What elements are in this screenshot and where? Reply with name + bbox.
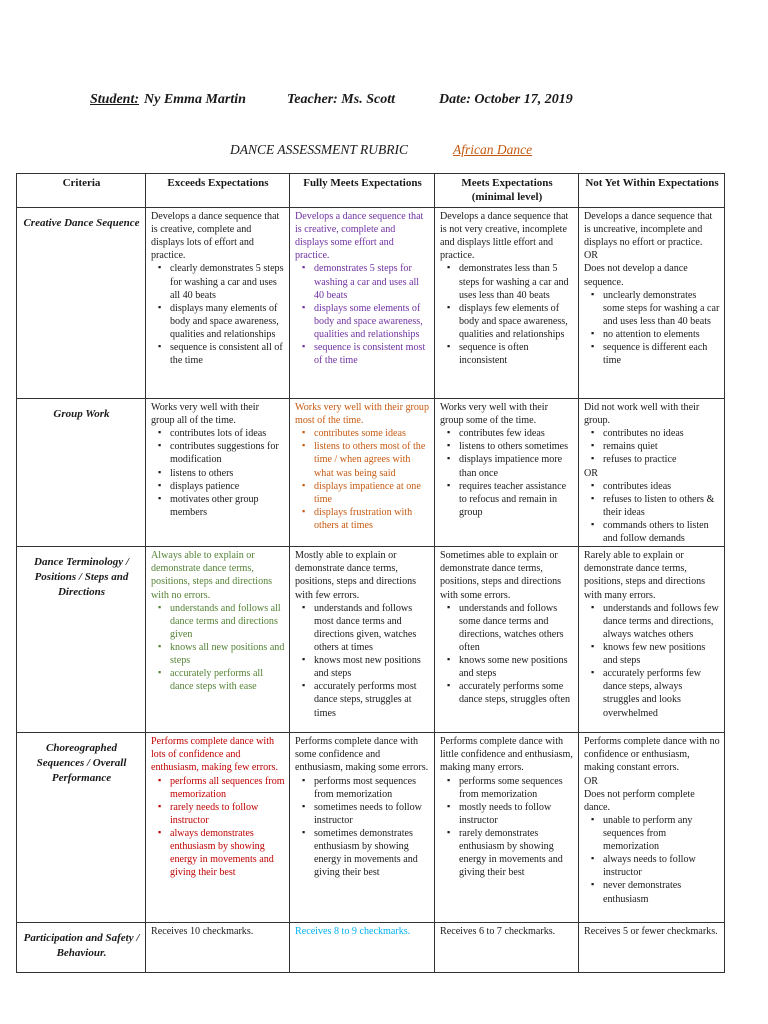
bullet-item: ▪ accurately performs some dance steps, struggles often (459, 680, 574, 706)
cell-text: Performs complete dance with lots of confidence and enthusiasm, making few errors. (151, 736, 278, 774)
rubric-cell (435, 399, 579, 547)
cell-text: Sometimes able to explain or demonstrate dance terms, positions, steps and directions with some errors. (440, 550, 562, 601)
bullet-list (295, 602, 430, 720)
bullet-item: ▪ accurately performs most dance steps, struggles at times (314, 680, 430, 719)
bullet-item: ▪ refuses to listen to others & their ideas (603, 493, 720, 519)
rubric-body (17, 208, 725, 973)
bullet-item: ▪ unclearly demonstrates some steps for washing a car and uses less than 40 beats (603, 289, 720, 328)
bullet-item: ▪ understands and follows most dance terms and directions given, watches others at times (314, 602, 430, 654)
bullet-item: ▪ displays impatience more than once (459, 453, 574, 479)
rubric-cell (146, 208, 290, 399)
cell-text: Develops a dance sequence that is creative, complete and displays some effort and practice. (295, 211, 424, 262)
bullet-item: ▪ knows some new positions and steps (459, 654, 574, 680)
cell-text: Rarely able to explain or demonstrate dance terms, positions, steps and directions with many errors. (584, 550, 706, 601)
cell-text: Works very well with their group most of the time. (295, 402, 430, 427)
table-row (17, 208, 725, 399)
rubric-table (16, 173, 725, 973)
bullet-item: ▪ contributes no ideas (603, 427, 720, 440)
rubric-cell (579, 733, 725, 923)
rubric-cell (290, 923, 435, 973)
bullet-item: ▪ displays few elements of body and space awareness, qualities and relationships (459, 302, 574, 341)
bullet-item: ▪ rarely needs to follow instructor (170, 801, 285, 827)
student-label: Student: (90, 92, 140, 107)
cell-text: Works very well with their group all of the time. (151, 402, 259, 427)
bullet-list (584, 602, 720, 720)
header (90, 92, 730, 112)
student-name: Ny Emma Martin (144, 92, 246, 107)
criteria-cell: Dance Terminology / Positions / Steps and Directions (17, 547, 146, 733)
bullet-item: ▪ displays frustration with others at times (314, 506, 430, 532)
rubric-cell (435, 733, 579, 923)
criteria-cell: Choreographed Sequences / Overall Performance (17, 733, 146, 923)
cell-text: Does not perform complete dance. (584, 788, 695, 813)
rubric-cell (579, 208, 725, 399)
bullet-item: ▪ refuses to practice (603, 453, 720, 466)
rubric-cell (579, 923, 725, 973)
bullet-item: ▪ remains quiet (603, 440, 720, 453)
bullet-item: ▪ knows most new positions and steps (314, 654, 430, 680)
bullet-list (295, 775, 430, 880)
bullet-item: ▪ sometimes needs to follow instructor (314, 801, 430, 827)
bullet-list (151, 262, 285, 367)
bullet-list (295, 262, 430, 367)
bullet-item: ▪ no attention to elements (603, 328, 720, 341)
rubric-cell (290, 547, 435, 733)
rubric-title-main: DANCE ASSESSMENT RUBRIC (230, 142, 408, 157)
rubric-cell (146, 733, 290, 923)
bullet-item: ▪ listens to others sometimes (459, 440, 574, 453)
bullet-item: ▪ understands and follows some dance terms and directions, watches others often (459, 602, 574, 654)
cell-text: Develops a dance sequence that is uncreative, incomplete and displays no effort or practice. (584, 211, 713, 249)
col-exceeds: Exceeds Expectations (146, 174, 290, 208)
col-criteria: Criteria (17, 174, 146, 208)
header-row (17, 174, 725, 208)
bullet-item: ▪ performs some sequences from memorization (459, 775, 574, 801)
bullet-item: ▪ always needs to follow instructor (603, 853, 720, 879)
cell-text: OR (584, 467, 599, 479)
cell-text: Performs complete dance with no confidence or enthusiasm, making constant errors. (584, 736, 720, 774)
bullet-list (151, 602, 285, 694)
bullet-item: ▪ contributes lots of ideas (170, 427, 285, 440)
cell-text: Works very well with their group some of the time. (440, 402, 548, 427)
bullet-item: ▪ accurately performs few dance steps, always struggles and looks overwhelmed (603, 667, 720, 719)
rubric-cell (435, 208, 579, 399)
cell-text: Mostly able to explain or demonstrate dance terms, positions, steps and directions with few errors. (295, 550, 417, 601)
bullet-item: ▪ mostly needs to follow instructor (459, 801, 574, 827)
bullet-item: ▪ demonstrates 5 steps for washing a car and uses all 40 beats (314, 262, 430, 301)
bullet-item: ▪ displays many elements of body and space awareness, qualities and relationships (170, 302, 285, 341)
bullet-item: ▪ contributes ideas (603, 480, 720, 493)
bullet-list (440, 775, 574, 880)
bullet-item: ▪ contributes few ideas (459, 427, 574, 440)
cell-text: Does not develop a dance sequence. (584, 263, 688, 288)
bullet-item: ▪ performs all sequences from memorization (170, 775, 285, 801)
col-fully-meets: Fully Meets Expectations (290, 174, 435, 208)
criteria-cell: Group Work (17, 399, 146, 547)
date: Date: October 17, 2019 (439, 92, 573, 107)
bullet-item: ▪ sequence is consistent most of the time (314, 341, 430, 367)
cell-text: Receives 5 or fewer checkmarks. (584, 926, 718, 938)
table-row (17, 547, 725, 733)
table-row (17, 399, 725, 547)
rubric-cell (435, 547, 579, 733)
bullet-item: ▪ clearly demonstrates 5 steps for washing a car and uses all 40 beats (170, 262, 285, 301)
bullet-item: ▪ sometimes demonstrates enthusiasm by showing energy in movements and giving their best (314, 827, 430, 879)
bullet-item: ▪ demonstrates less than 5 steps for washing a car and uses less than 40 beats (459, 262, 574, 301)
bullet-item: ▪ knows few new positions and steps (603, 641, 720, 667)
cell-text: Receives 8 to 9 checkmarks. (295, 926, 411, 938)
cell-text: Did not work well with their group. (584, 402, 700, 427)
table-row (17, 923, 725, 973)
cell-text: OR (584, 775, 599, 787)
bullet-list (584, 427, 720, 466)
bullet-item: ▪ commands others to listen and follow demands (603, 519, 720, 545)
table-row (17, 733, 725, 923)
col-not-yet: Not Yet Within Expectations (579, 174, 725, 208)
bullet-item: ▪ sequence is different each time (603, 341, 720, 367)
bullet-item: ▪ displays patience (170, 480, 285, 493)
rubric-cell (146, 923, 290, 973)
bullet-list (584, 814, 720, 906)
rubric-cell (290, 399, 435, 547)
bullet-item: ▪ requires teacher assistance to refocus and remain in group (459, 480, 574, 519)
rubric-title (230, 142, 533, 158)
criteria-cell: Creative Dance Sequence (17, 208, 146, 399)
bullet-list (151, 775, 285, 880)
bullet-item: ▪ knows all new positions and steps (170, 641, 285, 667)
bullet-list (295, 427, 430, 532)
bullet-item: ▪ listens to others (170, 467, 285, 480)
bullet-item: ▪ always demonstrates enthusiasm by showing energy in movements and giving their best (170, 827, 285, 879)
col-meets: Meets Expectations (minimal level) (435, 174, 579, 208)
bullet-item: ▪ motivates other group members (170, 493, 285, 519)
teacher: Teacher: Ms. Scott (287, 92, 395, 107)
cell-text: OR (584, 250, 599, 262)
bullet-item: ▪ sequence is often inconsistent (459, 341, 574, 367)
cell-text: Performs complete dance with little confidence and enthusiasm, making many errors. (440, 736, 573, 774)
cell-text: Receives 10 checkmarks. (151, 926, 254, 938)
bullet-item: ▪ listens to others most of the time / when agrees with what was being said (314, 440, 430, 479)
cell-text: Always able to explain or demonstrate dance terms, positions, steps and directions with no errors. (151, 550, 273, 601)
cell-text: Performs complete dance with some confidence and enthusiasm, making some errors. (295, 736, 429, 774)
rubric-cell (146, 547, 290, 733)
bullet-item: ▪ sequence is consistent all of the time (170, 341, 285, 367)
rubric-cell (579, 399, 725, 547)
bullet-item: ▪ contributes some ideas (314, 427, 430, 440)
bullet-list (440, 262, 574, 367)
bullet-list (584, 480, 720, 546)
bullet-item: ▪ displays impatience at one time (314, 480, 430, 506)
bullet-item: ▪ never demonstrates enthusiasm (603, 879, 720, 905)
bullet-list (440, 427, 574, 519)
rubric-cell (290, 733, 435, 923)
bullet-item: ▪ displays some elements of body and space awareness, qualities and relationships (314, 302, 430, 341)
bullet-item: ▪ performs most sequences from memorization (314, 775, 430, 801)
bullet-item: ▪ understands and follows all dance terms and directions given (170, 602, 285, 641)
rubric-cell (435, 923, 579, 973)
cell-text: Receives 6 to 7 checkmarks. (440, 926, 556, 938)
rubric-subject: African Dance (453, 142, 533, 157)
rubric-cell (290, 208, 435, 399)
bullet-item: ▪ contributes suggestions for modification (170, 440, 285, 466)
cell-text: Develops a dance sequence that is not very creative, incomplete and displays little effort and practice. (440, 211, 569, 262)
bullet-item: ▪ understands and follows few dance terms and directions, always watches others (603, 602, 720, 641)
bullet-list (440, 602, 574, 707)
bullet-list (151, 427, 285, 519)
cell-text: Develops a dance sequence that is creative, complete and displays lots of effort and practice. (151, 211, 280, 262)
criteria-cell: Participation and Safety / Behaviour. (17, 923, 146, 973)
bullet-item: ▪ rarely demonstrates enthusiasm by showing energy in movements and giving their best (459, 827, 574, 879)
rubric-cell (579, 547, 725, 733)
bullet-item: ▪ accurately performs all dance steps with ease (170, 667, 285, 693)
rubric-cell (146, 399, 290, 547)
bullet-list (584, 289, 720, 368)
bullet-item: ▪ unable to perform any sequences from memorization (603, 814, 720, 853)
